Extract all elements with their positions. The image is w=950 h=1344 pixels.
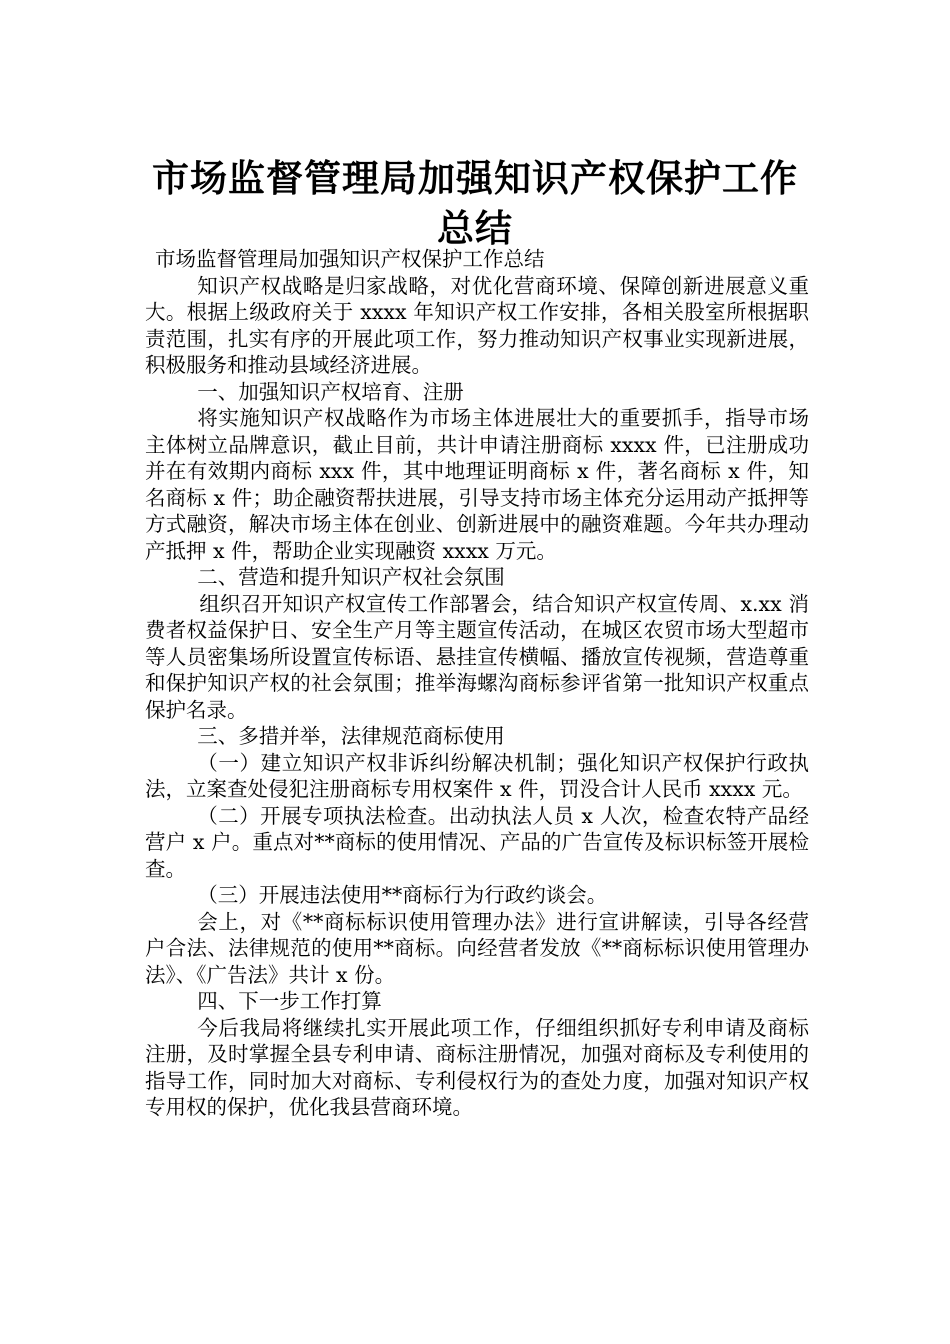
document-subtitle: 市场监督管理局加强知识产权保护工作总结 [155, 247, 545, 271]
intro-paragraph: 知识产权战略是归家战略，对优化营商环境、保障创新进展意义重大。根据上级政府关于 xxxx 年知识产权工作安排，各相关股室所根据职责范围，扎实有序的开展此项工作，努力推动知识产权事业实现新进展，积极服务和推动县域经济进展。 [145, 273, 809, 377]
section-1-paragraph: 将实施知识产权战略作为市场主体进展壮大的重要抓手，指导市场主体树立品牌意识，截止目前，共计申请注册商标 xxxx 件，已注册成功并在有效期内商标 xxx 件，其中地理证明商标 x 件，著名商标 x 件，知名商标 x 件；助企融资帮扶进展，引导支持市场主体充分运用动产抵押等方式融资，解决市场主体在创业、创新进展中的融资难题。今年共办理动产抵押 x 件，帮助企业实现融资 xxxx 万元。 [145, 406, 809, 563]
section-3-item-1: （一）建立知识产权非诉纠纷解决机制；强化知识产权保护行政执法，立案查处侵犯注册商标专用权案件 x 件，罚没合计人民币 xxxx 元。 [145, 750, 809, 801]
section-heading-3: 三、多措并举，法律规范商标使用 [197, 724, 505, 748]
section-2-paragraph: 组织召开知识产权宣传工作部署会，结合知识产权宣传周、x.xx 消费者权益保护日、安全生产月等主题宣传活动，在城区农贸市场大型超市等人员密集场所设置宣传标语、悬挂宣传横幅、播放宣传视频，营造尊重和保护知识产权的社会氛围；推举海螺沟商标参评省第一批知识产权重点保护名录。 [145, 591, 809, 722]
document-title: 市场监督管理局加强知识产权保护工作总结 [152, 155, 798, 250]
section-4-paragraph: 今后我局将继续扎实开展此项工作，仔细组织抓好专利申请及商标注册，及时掌握全县专利申请、商标注册情况，加强对商标及专利使用的指导工作，同时加大对商标、专利侵权行为的查处力度，加强对知识产权专用权的保护，优化我县营商环境。 [145, 1015, 809, 1119]
section-heading-4: 四、下一步工作打算 [197, 989, 382, 1013]
section-heading-2: 二、营造和提升知识产权社会氛围 [197, 565, 505, 589]
section-heading-1: 一、加强知识产权培育、注册 [197, 379, 464, 404]
section-3-meeting-paragraph: 会上，对《**商标标识使用管理办法》进行宣讲解读，引导各经营户合法、法律规范的使用**商标。向经营者发放《**商标标识使用管理办法》、《广告法》共计 x 份。 [145, 909, 809, 987]
section-3-item-2: （二）开展专项执法检查。出动执法人员 x 人次，检查农特产品经营户 x 户。重点对**商标的使用情况、产品的广告宣传及标识标签开展检查。 [145, 803, 809, 881]
section-3-item-3: （三）开展违法使用**商标行为行政约谈会。 [197, 883, 608, 907]
document-body [145, 246, 809, 1121]
